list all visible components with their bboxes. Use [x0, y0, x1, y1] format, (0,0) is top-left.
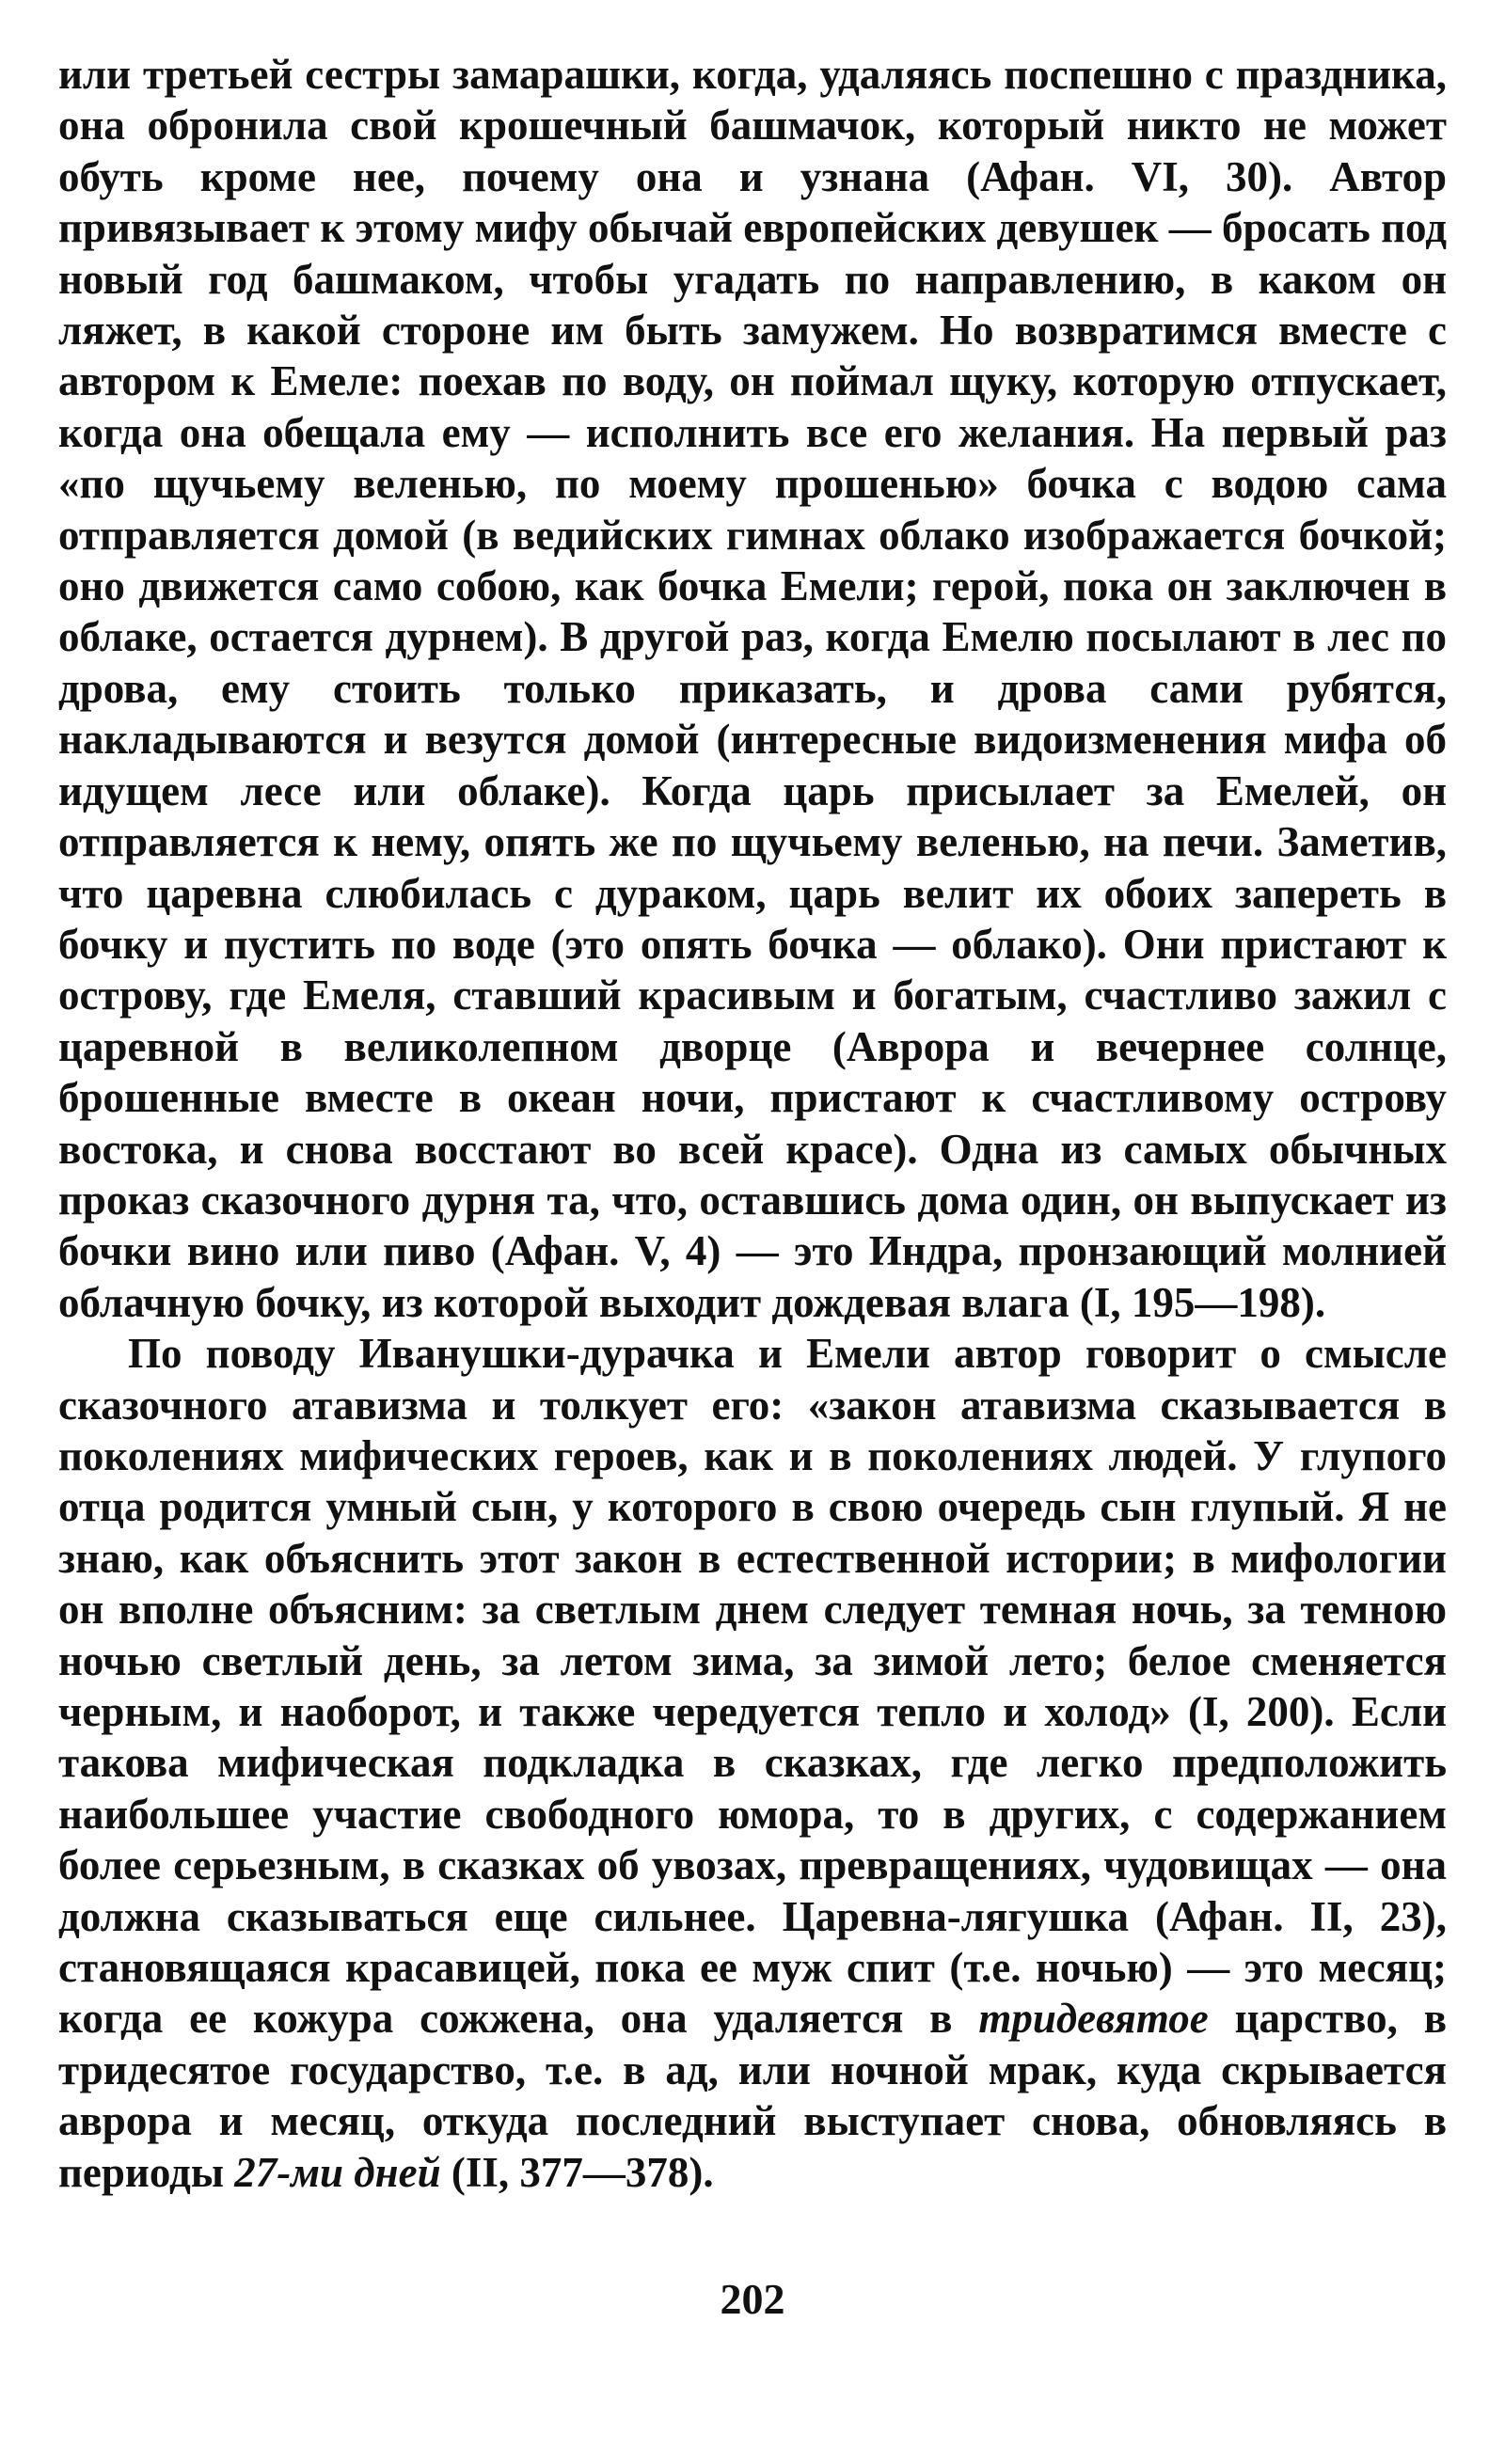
paragraph-2-text-1: По поводу Иванушки-дурачка и Емели автор говорит о смысле сказочного атавизма и толкует его: «закон атавизма сказывается в поколениях мифических героев, как и в поколениях людей. У глупого отца родится умный сын, у которого в свою очередь сын глупый. Я не знаю, как объяснить этот закон в естественной истории; в мифологии он вполне объясним: за светлым днем следует темная ночь, за темною ночью светлый день, за летом зима, за зимой лето; белое сменяется черным, и наоборот, и также чередуется тепло и холод» (I, 200). Если такова мифическая подкладка в сказках, где легко предположить наибольшее участие свободного юмора, то в других, с содержанием более серьезным, в сказках об увозах, превращениях, чудовищах — она должна сказываться еще сильнее. Царевна-лягушка (Афан. II, 23), становящаяся красавицей, пока ее муж спит (т.е. ночью) — это месяц; когда ее кожура сожжена, она удаляется в — [58, 1330, 1447, 2043]
paragraph-1: или третьей сестры замарашки, когда, удаляясь поспешно с праздника, она обронила свой крошечный башмачок, который никто не может обуть кроме нее, почему она и узнана (Афан. VI, 30). Автор привязывает к этому мифу обычай европейских девушек — бросать под новый год башмаком, чтобы угадать по направлению, в каком он ляжет, в какой стороне им быть замужем. Но возвратимся вместе с автором к Емеле: поехав по воду, он поймал щуку, которую отпускает, когда она обещала ему — исполнить все его желания. На первый раз «по щучьему веленью, по моему прошенью» бочка с водою сама отправляется домой (в ведийских гимнах облако изображается бочкой; оно движется само собою, как бочка Емели; герой, пока он заключен в облаке, остается дурнем). В другой раз, когда Емелю посылают в лес по дрова, ему стоить только приказать, и дрова сами рубятся, накладываются и везутся домой (интересные видоизменения мифа об идущем лесе или облаке). Когда царь присылает за Емелей, он отправляется к нему, опять же по щучьему веленью, на печи. Заметив, что царевна слюбилась с дураком, царь велит их обоих запереть в бочку и пустить по воде (это опять бочка — облако). Они пристают к острову, где Емеля, ставший красивым и богатым, счастливо зажил с царевной в великолепном дворце (Аврора и вечернее солнце, брошенные вместе в океан ночи, пристают к счастливому острову востока, и снова восстают во всей красе). Одна из самых обычных проказ сказочного дурня та, что, оставшись дома один, он выпускает из бочки вино или пиво (Афан. V, 4) — это Индра, пронзающий молнией облачную бочку, из которой выходит дождевая влага (I, 195—198). — [58, 51, 1447, 1326]
document-page — [58, 49, 1447, 2198]
paragraph-2-italic-term-2: 27-ми дней — [234, 2148, 441, 2196]
paragraph-2-text-3: (II, 377—378). — [440, 2148, 714, 2196]
paragraph-2-italic-term-1: тридевятое — [978, 1995, 1209, 2043]
paragraph-2 — [58, 1328, 1447, 2198]
page-number: 202 — [720, 2275, 785, 2323]
paragraph-2-text-2: царство, в тридесятое государство, т.е. в ад, или ночной мрак, куда скрывается аврора и месяц, откуда последний выступает снова, обновляясь в периоды — [58, 1995, 1448, 2196]
